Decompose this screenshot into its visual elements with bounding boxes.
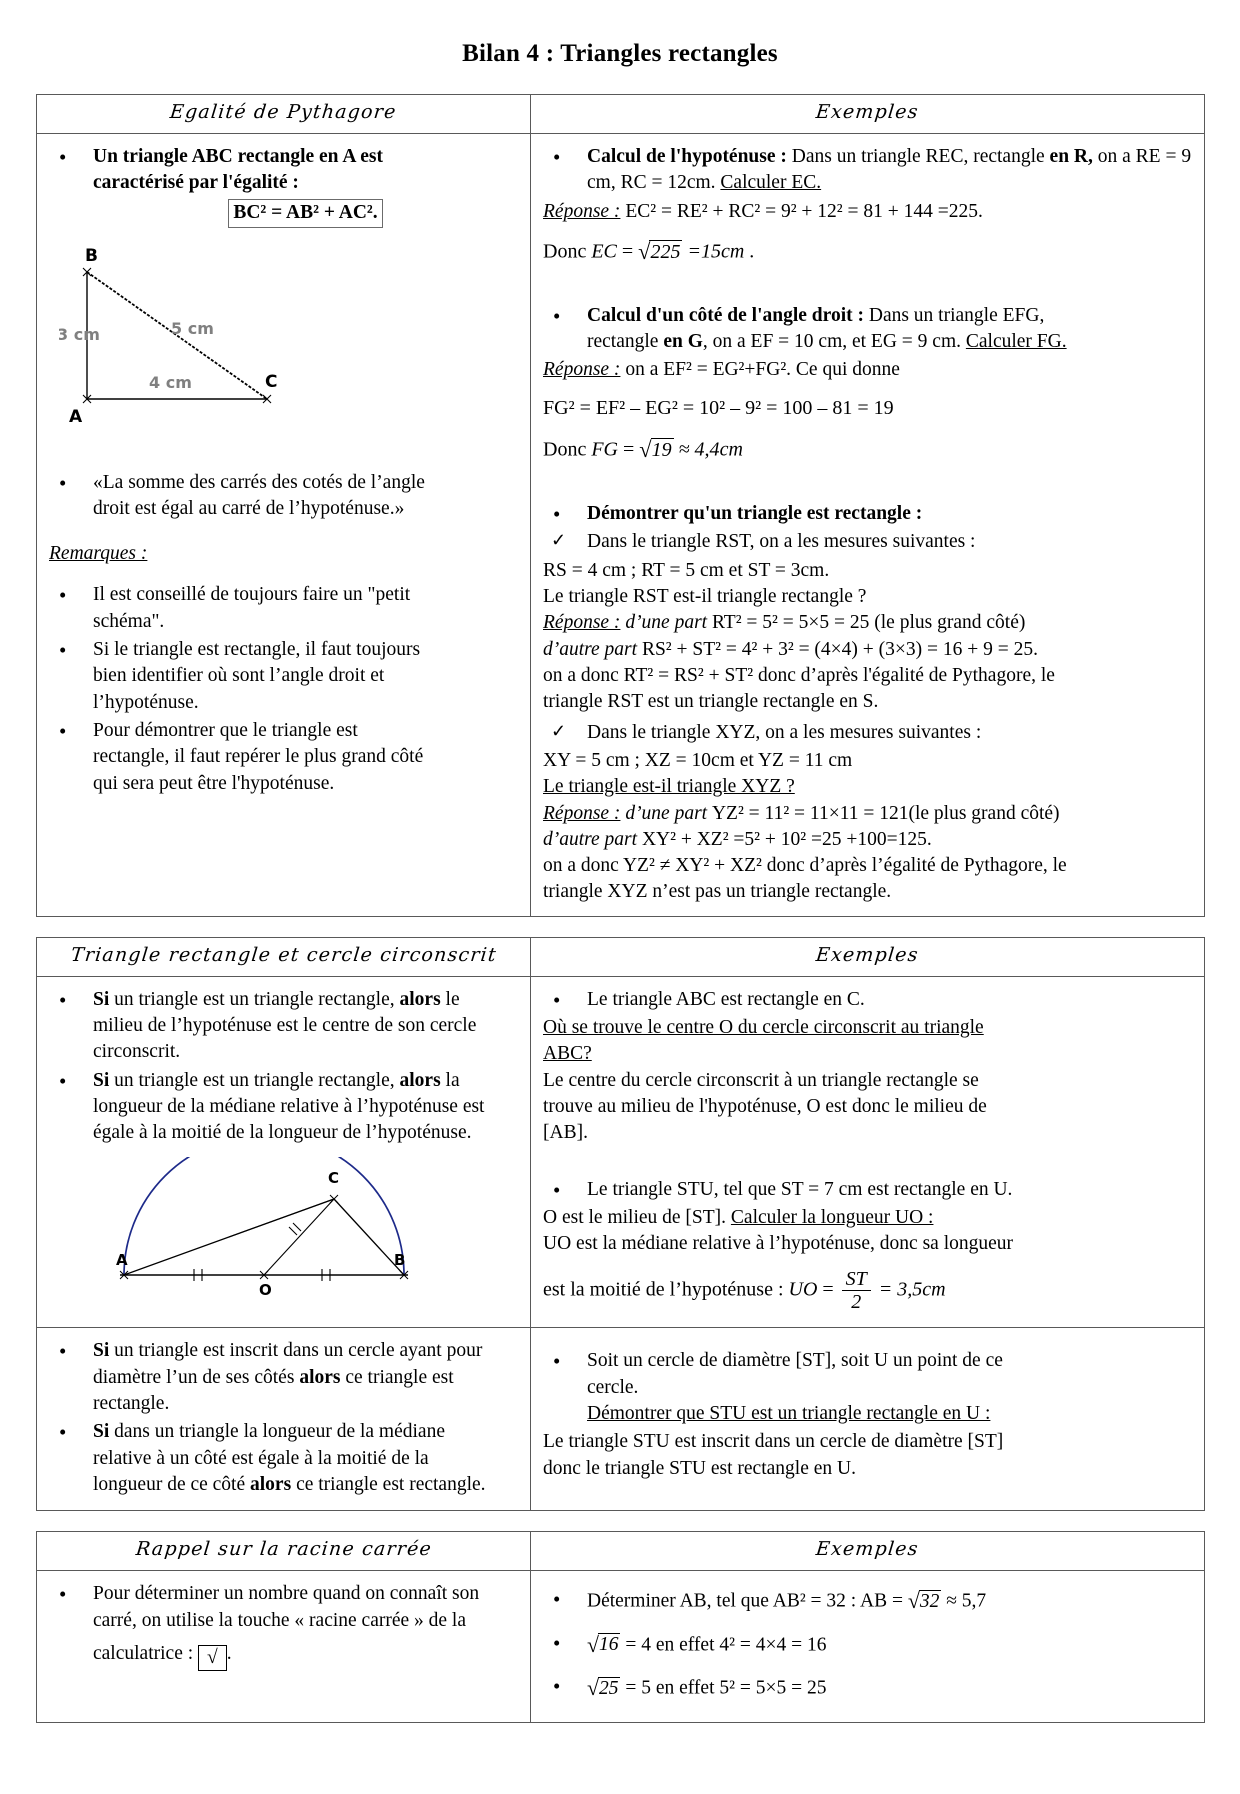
header-label: Rappel sur la racine carrée [134,1538,433,1561]
example-question: ABC? [543,1043,592,1065]
figure-circumscribed-circle [84,1157,484,1297]
example-line: donc le triangle STU est rectangle en U. [543,1457,856,1479]
header-label: Exemples [815,943,920,966]
list-item [543,501,1192,527]
table-row [37,1571,1205,1723]
table-row [37,976,1205,1328]
table-racine-carree [36,1531,1205,1723]
figure-label-b: B [85,245,98,266]
example-title: Calcul d'un côté de l'angle droit : [587,304,864,326]
table-pythagore [36,94,1205,917]
answer-calc: FG² = EF² – EG² = 10² – 9² = 100 – 81 = 19 [543,397,894,420]
list-item: • √25 = 5 en effet 5² = 5×5 = 25 [543,1668,1192,1710]
answer-line: Réponse : EC² = RE² + RC² = 9² + 12² = 81 + 144 =225. [543,200,983,222]
header-label: Egalité de Pythagore [169,101,398,123]
remark-line: schéma". [93,610,165,632]
quote-list [49,470,518,523]
example-line: Le triangle STU est inscrit dans un cercle de diamètre [ST] [543,1431,1004,1453]
header-cell-examples [531,1532,1205,1571]
sqrt-32: √32 [907,1589,940,1614]
figure-right-triangle [49,230,518,440]
remark-line: Il est conseillé de toujours faire un "petit [93,584,411,606]
list-item [543,144,1192,197]
list-item [49,144,518,228]
list-item: • Soit un cercle de diamètre [ST], soit U un point de ce cercle. Démontrer que STU est un triangle rectangle en U : [543,1348,1192,1427]
median-formula: est la moitié de l’hypoténuse : UO = $\frac{ST}{2}$ = 3,5cm [543,1267,946,1313]
fraction-st-2: $\frac{ST}{2}$ [842,1268,871,1314]
sqrt-25: √25 [587,1676,619,1701]
list-item: • Le triangle ABC est rectangle en C. [543,987,1192,1013]
spacer [49,525,518,541]
answer-line: d’autre part XY² + XZ² =5² + 10² =25 +100=125. [543,828,932,850]
figure-label-c: C [265,371,278,392]
table-row [37,95,1205,134]
figure-label-b: B [393,1250,405,1269]
example-line: [AB]. [543,1122,588,1144]
rule-list [49,144,518,228]
rule-list [49,1581,518,1673]
header-cell-pythagore [37,95,531,134]
spacer [543,1147,1192,1173]
sqrt-225: √225 [638,238,681,264]
spacer [543,471,1192,497]
remark-line: rectangle, il faut repérer le plus grand côté [93,746,424,768]
answer-math: Donc EC = √225 =15cm . [543,235,1192,269]
list-item: • Pour déterminer un nombre quand on connaît son carré, on utilise la touche « racine carrée » de la calculatrice : √ . [49,1581,518,1673]
cell-cercle-rules-2 [37,1328,531,1511]
sqrt-key-icon[interactable]: √ [198,1645,227,1671]
example-emph: en R, [1049,146,1093,167]
remark-line: bien identifier où sont l’angle droit et [93,665,385,687]
table-row [37,937,1205,976]
remark-line: l’hypoténuse. [93,691,199,713]
figure-label-o: O [258,1280,272,1297]
page-title: Bilan 4 : Triangles rectangles [462,40,778,67]
spacer [49,440,518,466]
list-item-check: ✓ Dans le triangle RST, on a les mesures suivantes : [543,529,1192,555]
example-list-1 [543,144,1192,197]
triangle-abc-svg [59,244,299,429]
pythagore-formula: BC² = AB² + AC². [228,199,382,228]
list-item: • Si un triangle est un triangle rectangle, alors la longueur de la médiane relative à l’hypoténuse est égale à la moitié de la longueur de l’hypoténuse. [49,1068,518,1147]
list-item [49,637,518,716]
list-item [49,470,518,523]
example-line: RS = 4 cm ; RT = 5 cm et ST = 3cm. [543,559,830,581]
example-title: Calcul de l'hypoténuse : [587,146,787,167]
example-line: Le centre du cercle circonscrit à un triangle rectangle se [543,1069,979,1091]
rule-list [49,987,518,1147]
list-item: • Le triangle STU, tel que ST = 7 cm est rectangle en U. [543,1177,1192,1203]
spacer [49,566,518,578]
answer-line: on a donc YZ² ≠ XY² + XZ² donc d’après l’égalité de Pythagore, le [543,855,1067,877]
header-cell-cercle [37,937,531,976]
example-list-2 [543,303,1192,356]
figure-label-a: A [69,406,83,427]
sqrt-16: √16 [587,1632,619,1657]
figure-label-a: A [115,1250,128,1269]
document-page [0,40,1240,1794]
example-question: Calculer EC. [720,172,822,194]
figure-side-hypotenuse: 5 cm [171,318,214,338]
cell-cercle-examples [531,976,1205,1328]
example-text: Dans un triangle EFG, [863,304,1045,326]
answer-line: Réponse : d’une part RT² = 5² = 5×5 = 25 (le plus grand côté) [543,612,1026,634]
example-line: XY = 5 cm ; XZ = 10cm et YZ = 11 cm [543,749,853,771]
example-line: UO est la médiane relative à l’hypoténuse, donc sa longueur [543,1233,1014,1255]
answer-line: triangle RST est un triangle rectangle en S. [543,691,879,713]
remark-line: Si le triangle est rectangle, il faut toujours [93,639,421,661]
figure-side-vertical: 3 cm [59,324,100,344]
answer-math: Donc FG = √19 ≈ 4,4cm [543,433,1192,467]
remarques-heading: Remarques : [49,542,148,564]
example-list-2 [543,1177,1192,1203]
example-list-3 [543,1348,1192,1427]
example-question: Où se trouve le centre O du cercle circonscrit au triangle [543,1017,984,1039]
header-cell-racine [37,1532,531,1571]
answer-line: Réponse : d’une part YZ² = 11² = 11×11 = 121(le plus grand côté) [543,802,1060,824]
header-label: Triangle rectangle et cercle circonscrit [69,943,498,966]
example-question: Le triangle est-il triangle XYZ ? [543,776,795,798]
example-list-4 [543,720,1192,746]
rule-list-2 [49,1338,518,1498]
example-list [543,1581,1192,1710]
list-item: • Si dans un triangle la longueur de la médiane relative à un côté est égale à la moitié de la longueur de ce côté alors ce triangle est rectangle. [49,1419,518,1498]
table-row [37,1328,1205,1511]
table-cercle-circonscrit [36,937,1205,1511]
header-cell-examples [531,95,1205,134]
example-line: Le triangle RST est-il triangle rectangle ? [543,586,867,608]
remark-line: qui sera peut être l'hypoténuse. [93,772,335,794]
cell-pythagore-examples [531,134,1205,917]
list-item: • √16 = 4 en effet 4² = 4×4 = 16 [543,1625,1192,1667]
list-item-check: ✓ Dans le triangle XYZ, on a les mesures suivantes : [543,720,1192,746]
quote-line-1: «La somme des carrés des cotés de l’angle [93,471,425,493]
list-item: • Déterminer AB, tel que AB² = 32 : AB = √32 ≈ 5,7 [543,1581,1192,1623]
example-line: O est le milieu de [ST]. Calculer la longueur UO : [543,1206,934,1228]
formula-wrap [93,199,518,228]
example-list-3 [543,501,1192,556]
example-title: Démontrer qu'un triangle est rectangle : [587,503,923,525]
answer-line: d’autre part RS² + ST² = 4² + 3² = (4×4) + (3×3) = 16 + 9 = 25. [543,638,1039,660]
figure-label-c: C [327,1168,339,1187]
answer-line: Réponse : on a EF² = EG²+FG². Ce qui donne [543,359,900,381]
list-item [49,718,518,797]
list-item [49,582,518,635]
list-item: • Si un triangle est inscrit dans un cercle ayant pour diamètre l’un de ses côtés alors ce triangle est rectangle. [49,1338,518,1417]
list-item: • Calcul d'un côté de l'angle droit : Dans un triangle EFG, rectangle en G, on a EF = 10 cm, et EG = 9 cm. Calculer FG. [543,303,1192,356]
cell-pythagore-rules [37,134,531,917]
table-row [37,134,1205,917]
figure-side-base: 4 cm [149,372,192,392]
rule-line-1: Un triangle ABC rectangle en A est [93,146,383,167]
header-label: Exemples [815,1538,920,1561]
list-item: • Si un triangle est un triangle rectangle, alors le milieu de l’hypoténuse est le centre de son cercle circonscrit. [49,987,518,1066]
spacer [543,1334,1192,1344]
rule-line-2: caractérisé par l'égalité : [93,172,299,194]
quote-line-2: droit est égal au carré de l’hypoténuse.» [93,498,405,520]
cell-racine-text [37,1571,531,1723]
example-list [543,987,1192,1013]
cell-racine-examples [531,1571,1205,1723]
header-cell-examples [531,937,1205,976]
cell-cercle-rules [37,976,531,1328]
example-text: Dans un triangle REC, rectangle [786,146,1050,167]
remarques-list [49,582,518,797]
spacer [543,273,1192,299]
answer-line: triangle XYZ n’est pas un triangle rectangle. [543,881,892,903]
cell-cercle-examples-2 [531,1328,1205,1511]
table-row [37,1532,1205,1571]
answer-line: on a donc RT² = RS² + ST² donc d’après l'égalité de Pythagore, le [543,664,1055,686]
example-text: on a RE = 9 cm, RC = 12cm. [587,146,1192,194]
sqrt-19: √19 [639,437,672,463]
header-label: Exemples [815,101,920,123]
example-line: trouve au milieu de l'hypoténuse, O est donc le milieu de [543,1096,987,1118]
remark-line: Pour démontrer que le triangle est [93,720,358,742]
